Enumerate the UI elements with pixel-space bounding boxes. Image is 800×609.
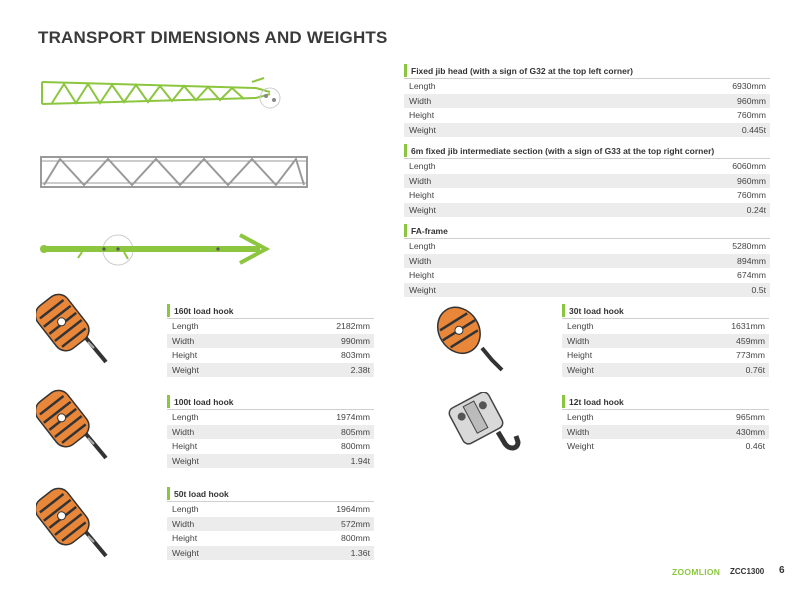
spec-label: Height (409, 110, 435, 121)
spec-label: Length (567, 321, 594, 332)
spec-title: 6m fixed jib intermediate section (with a sign of G33 at the top right corner) (411, 145, 715, 156)
spec-row (404, 188, 770, 203)
spec-value: 760mm (737, 110, 766, 121)
spec-row (404, 108, 770, 123)
spec-value: 0.445t (741, 125, 766, 136)
spec-row (167, 517, 374, 532)
spec-label: Height (172, 533, 198, 544)
30t-hook-drawing (436, 304, 512, 374)
spec-label: Weight (409, 205, 436, 216)
spec-row (404, 239, 770, 254)
spec-title: 100t load hook (174, 396, 234, 407)
spec-value: 0.76t (745, 365, 765, 376)
spec-label: Width (409, 175, 432, 186)
spec-row (404, 268, 770, 283)
spec-row (404, 254, 770, 269)
spec-label: Width (567, 335, 590, 346)
spec-value: 2.38t (350, 365, 370, 376)
spec-row (167, 363, 374, 378)
spec-row (167, 334, 374, 349)
spec-label: Width (172, 426, 195, 437)
spec-value: 773mm (736, 350, 765, 361)
spec-label: Width (409, 255, 432, 266)
spec-value: 674mm (737, 270, 766, 281)
spec-value: 1631mm (731, 321, 765, 332)
spec-row (167, 546, 374, 561)
spec-value: 1974mm (336, 412, 370, 423)
spec-value: 430mm (736, 426, 765, 437)
section-marker (562, 304, 565, 317)
spec-row (404, 79, 770, 94)
spec-value: 0.46t (745, 441, 765, 452)
spec-title: 30t load hook (569, 305, 624, 316)
spec-label: Weight (172, 365, 199, 376)
spec-value: 760mm (737, 190, 766, 201)
spec-value: 459mm (736, 335, 765, 346)
spec-label: Height (172, 350, 198, 361)
spec-value: 803mm (341, 350, 370, 361)
spec-label: Width (172, 518, 195, 529)
50t-hook-drawing (36, 486, 116, 558)
spec-label: Length (409, 161, 436, 172)
spec-row (404, 159, 770, 174)
section-marker (167, 395, 170, 408)
spec-row (404, 203, 770, 218)
spec-row (562, 410, 769, 425)
spec-value: 0.24t (746, 205, 766, 216)
fa-frame-spec (404, 223, 770, 297)
spec-label: Height (409, 190, 435, 201)
spec-row (404, 94, 770, 109)
section-marker (404, 64, 407, 77)
160t-hook-drawing (36, 292, 116, 364)
model-name: ZCC1300 (730, 567, 765, 576)
fixed-jib-head-drawing (38, 76, 288, 116)
spec-row (562, 319, 769, 334)
spec-value: 960mm (737, 95, 766, 106)
fa-frame-drawing (38, 232, 274, 268)
spec-label: Width (567, 426, 590, 437)
spec-label: Weight (409, 125, 436, 136)
jib-intermediate-spec (404, 143, 770, 217)
spec-value: 1.36t (350, 548, 370, 559)
jib-intermediate-drawing (38, 154, 310, 190)
spec-value: 2182mm (336, 321, 370, 332)
section-marker (404, 224, 407, 237)
spec-title: 160t load hook (174, 305, 234, 316)
spec-value: 965mm (736, 412, 765, 423)
spec-row (562, 334, 769, 349)
12t-hook-drawing (446, 392, 526, 462)
spec-value: 894mm (737, 255, 766, 266)
section-marker (404, 144, 407, 157)
spec-row (404, 174, 770, 189)
section-marker (562, 395, 565, 408)
100t-hook-drawing (36, 388, 116, 460)
spec-row (167, 454, 374, 469)
spec-value: 1.94t (350, 456, 370, 467)
spec-title: 50t load hook (174, 488, 229, 499)
50t-hook-spec (167, 486, 374, 560)
spec-row (562, 348, 769, 363)
spec-value: 572mm (341, 518, 370, 529)
spec-row (562, 425, 769, 440)
spec-row (404, 283, 770, 298)
160t-hook-spec (167, 303, 374, 377)
spec-row (562, 363, 769, 378)
section-marker (167, 487, 170, 500)
spec-label: Length (172, 412, 199, 423)
section-marker (167, 304, 170, 317)
spec-value: 5280mm (732, 241, 766, 252)
spec-label: Width (409, 95, 432, 106)
spec-label: Length (172, 321, 199, 332)
spec-label: Weight (172, 548, 199, 559)
spec-label: Length (409, 81, 436, 92)
spec-title: Fixed jib head (with a sign of G32 at the top left corner) (411, 65, 633, 76)
spec-title: FA-frame (411, 225, 448, 236)
fixed-jib-head-spec (404, 63, 770, 137)
spec-row (167, 531, 374, 546)
spec-row (167, 502, 374, 517)
spec-row (167, 319, 374, 334)
spec-value: 805mm (341, 426, 370, 437)
spec-row (167, 425, 374, 440)
spec-row (404, 123, 770, 138)
spec-row (167, 348, 374, 363)
spec-value: 990mm (341, 335, 370, 346)
spec-label: Length (567, 412, 594, 423)
spec-value: 1964mm (336, 504, 370, 515)
spec-label: Height (409, 270, 435, 281)
30t-hook-spec (562, 303, 769, 377)
spec-title: 12t load hook (569, 396, 624, 407)
spec-value: 800mm (341, 441, 370, 452)
spec-label: Weight (567, 441, 594, 452)
spec-row (167, 439, 374, 454)
spec-label: Length (172, 504, 199, 515)
spec-label: Weight (409, 285, 436, 296)
spec-label: Weight (172, 456, 199, 467)
spec-label: Height (567, 350, 593, 361)
spec-value: 0.5t (751, 285, 766, 296)
spec-value: 800mm (341, 533, 370, 544)
brand-logo: ZOOMLION (672, 567, 721, 577)
spec-label: Width (172, 335, 195, 346)
100t-hook-spec (167, 394, 374, 468)
spec-label: Weight (567, 365, 594, 376)
spec-label: Length (409, 241, 436, 252)
page-title: TRANSPORT DIMENSIONS AND WEIGHTS (38, 28, 388, 47)
page-number: 6 (779, 565, 785, 576)
spec-row (167, 410, 374, 425)
spec-value: 960mm (737, 175, 766, 186)
spec-label: Height (172, 441, 198, 452)
12t-hook-spec (562, 394, 769, 454)
spec-value: 6060mm (732, 161, 766, 172)
spec-value: 6930mm (732, 81, 766, 92)
spec-row (562, 439, 769, 454)
